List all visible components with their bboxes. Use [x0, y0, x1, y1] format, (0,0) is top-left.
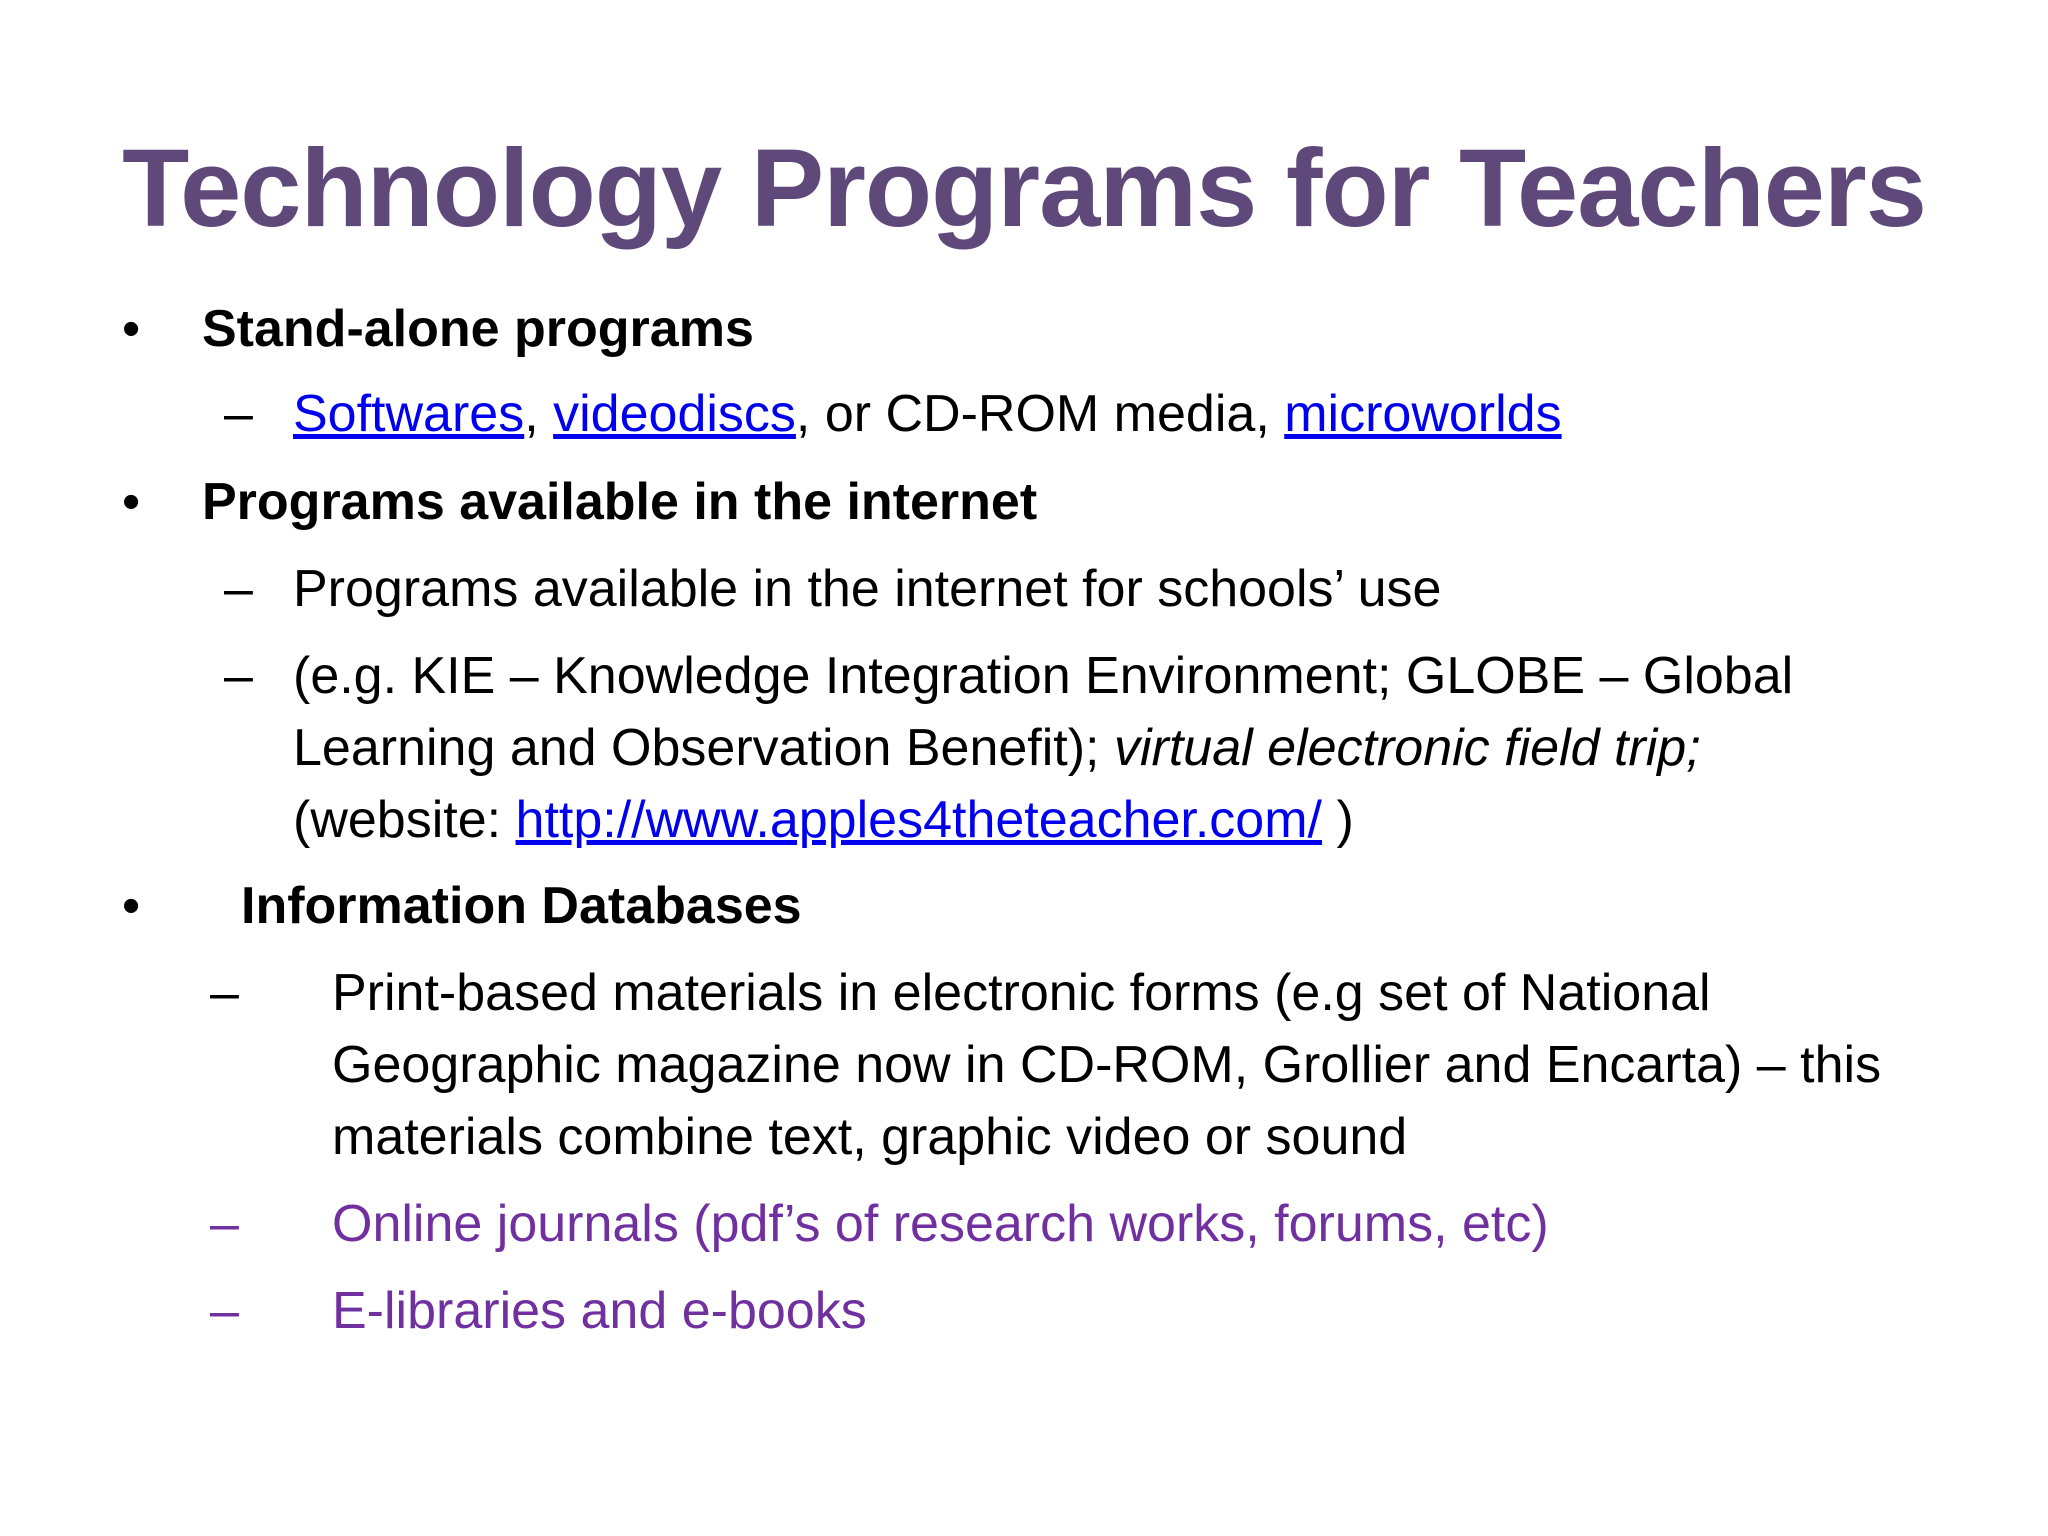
heading-information-databases: Information Databases [241, 877, 802, 935]
internet-item-schools-use: Programs available in the internet for schools’ use [293, 560, 1442, 618]
virtual-field-trip-text: virtual electronic field trip; [1113, 719, 1701, 777]
dash-marker: – [210, 1282, 239, 1340]
databases-item-print-line1: Print-based materials in electronic forms (e.g set of National [332, 964, 1711, 1022]
videodiscs-link[interactable]: videodiscs [553, 385, 796, 443]
website-prefix: (website: [293, 791, 516, 849]
standalone-item [293, 378, 1562, 450]
softwares-link[interactable]: Softwares [293, 385, 525, 443]
separator-text: , [524, 385, 554, 443]
databases-item-e-libraries: E-libraries and e-books [332, 1282, 867, 1340]
bullet-marker: • [122, 300, 141, 358]
databases-item-online-journals: Online journals (pdf’s of research works, forums, etc) [332, 1195, 1549, 1253]
apples4theteacher-link[interactable]: http://www.apples4theteacher.com/ [515, 791, 1322, 849]
internet-item-examples-line2 [293, 712, 1701, 784]
website-suffix: ) [1322, 791, 1354, 849]
dash-marker: – [224, 385, 253, 443]
dash-marker: – [224, 560, 253, 618]
internet-item-examples-line3 [293, 784, 1354, 856]
bullet-marker: • [122, 877, 141, 935]
dash-marker: – [210, 964, 239, 1022]
heading-internet-programs: Programs available in the internet [202, 473, 1038, 531]
heading-standalone-programs: Stand-alone programs [202, 300, 754, 358]
cd-rom-text: , or CD-ROM media, [795, 385, 1285, 443]
bullet-marker: • [122, 473, 141, 531]
slide-title: Technology Programs for Teachers [122, 127, 1926, 250]
internet-item-examples-line1: (e.g. KIE – Knowledge Integration Environment; GLOBE – Global [293, 647, 1794, 705]
databases-item-print-line2: Geographic magazine now in CD-ROM, Grollier and Encarta) – this [332, 1036, 1882, 1094]
microworlds-link[interactable]: microworlds [1284, 385, 1562, 443]
dash-marker: – [224, 647, 253, 705]
examples-text: Learning and Observation Benefit); [293, 719, 1114, 777]
dash-marker: – [210, 1195, 239, 1253]
databases-item-print-line3: materials combine text, graphic video or sound [332, 1108, 1408, 1166]
